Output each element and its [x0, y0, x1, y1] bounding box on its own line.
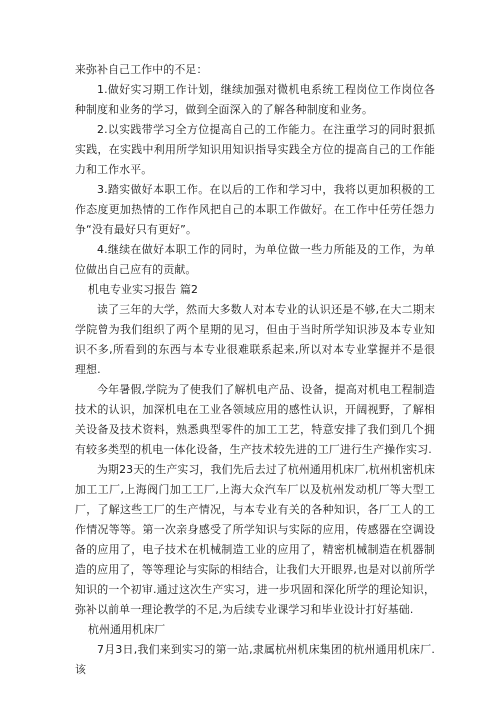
paragraph-summer-practice: 今年暑假,学院为了使我们了解机电产品、设备，提高对机电工程制造技术的认识，加深机电在工业各领域应用的感性认识，开阔视野，了解相关设备及技术资料，熟悉典型零件的加工工艺，特意安排了我们到几个拥有较多类型的机电一体化设备，生产技术较先进的工厂进行生产操作实习.	[75, 383, 435, 456]
document-body	[75, 60, 435, 680]
paragraph-continuation: 来弥补自己工作中的不足：	[75, 63, 208, 76]
paragraph-july-3: 7月3日,我们来到实习的第一站,隶属杭州机床集团的杭州通用机床厂.该	[75, 643, 435, 676]
paragraph-plan-item-3: 3.踏实做好本职工作。在以后的工作和学习中，我将以更加积极的工作态度更加热情的工作作风把自己的本职工作做好。在工作中任劳任怨力争“没有最好只有更好”。	[75, 183, 435, 236]
paragraph-plan-item-1: 1.做好实习期工作计划，继续加强对微机电系统工程岗位工作岗位各种制度和业务的学习，做到全面深入的了解各种制度和业务。	[75, 83, 435, 116]
paragraph-plan-item-2: 2.以实践带学习全方位提高自己的工作能力。在注重学习的同时狠抓实践，在实践中利用所学知识用知识指导实践全方位的提高自己的工作能力和工作水平。	[75, 123, 435, 176]
section-heading-factory: 杭州通用机床厂	[88, 623, 166, 636]
section-heading-report-2: 机电专业实习报告 篇2	[88, 283, 199, 296]
paragraph-23-day-practice: 为期23天的生产实习，我们先后去过了杭州通用机床厂,杭州机密机床加工工厂,上海阀门加工工厂,上海大众汽车厂以及杭州发动机厂等大型工厂，了解这些工厂的生产情况，与本专业有关的各种知识，各厂工人的工作情况等等。第一次亲身感受了所学知识与实际的应用，传感器在空调设备的应用了，电子技术在机械制造工业的应用了，精密机械制造在机器制造的应用了，等等理论与实际的相结合，让我们大开眼界,也是对以前所学知识的一个初审.通过这次生产实习，进一步巩固和深化所学的理论知识，弥补以前单一理论教学的不足,为后续专业课学习和毕业设计打好基础.	[75, 463, 435, 616]
paragraph-intro: 读了三年的大学，然而大多数人对本专业的认识还是不够,在大二期末学院曾为我们组织了两个星期的见习，但由于当时所学知识涉及本专业知识不多,所看到的东西与本专业很难联系起来,所以对本专业掌握并不是很理想.	[75, 303, 435, 376]
paragraph-plan-item-4: 4.继续在做好本职工作的同时，为单位做一些力所能及的工作，为单位做出自己应有的贡献。	[75, 243, 435, 276]
